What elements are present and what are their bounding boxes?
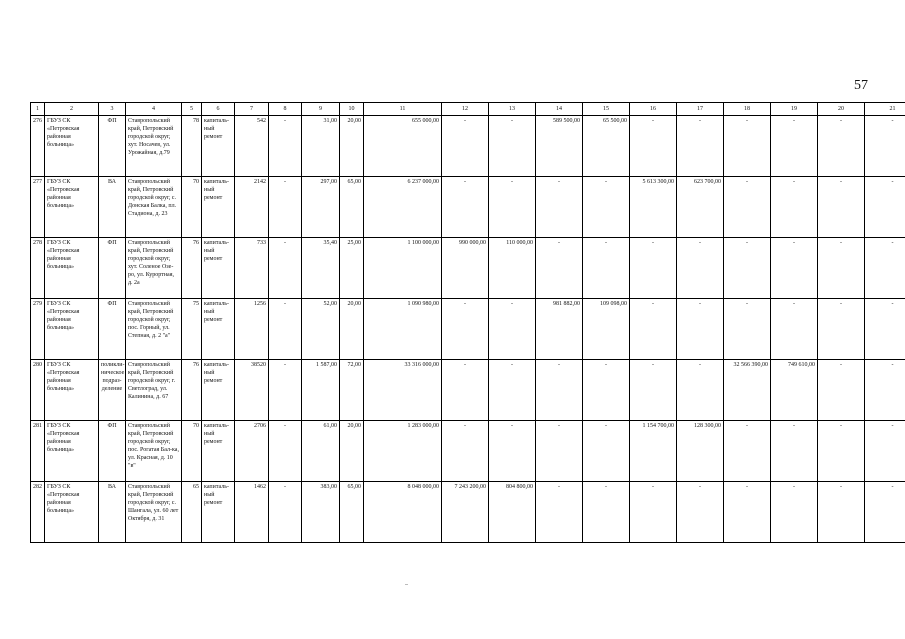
column-header: 13 [489,103,536,116]
column-header: 7 [235,103,269,116]
table-cell: 990 000,00 [442,238,489,299]
table-cell: - [771,177,818,238]
table-cell: капиталь-ный ремонт [202,299,235,360]
table-cell: - [724,238,771,299]
table-cell: - [536,238,583,299]
table-cell: 733 [235,238,269,299]
table-cell: капиталь-ный ремонт [202,177,235,238]
table-cell: капиталь-ный ремонт [202,482,235,543]
table-cell: - [771,421,818,482]
table-cell: - [269,116,302,177]
table-cell: 804 800,00 [489,482,536,543]
table-cell: - [677,116,724,177]
column-header: 5 [182,103,202,116]
table-cell: - [442,360,489,421]
table-cell: Ставропольский край, Петровский городской округ, пос. Горный, ул. Степная, д. 2 "а" [126,299,182,360]
table-cell: - [489,360,536,421]
table-cell: - [818,238,865,299]
column-header: 9 [302,103,340,116]
table-row [31,177,905,238]
table-cell: ГБУЗ СК «Петровская районная больница» [45,421,99,482]
table-row [31,360,905,421]
table-cell: - [536,360,583,421]
table-cell: - [818,177,865,238]
column-header: 4 [126,103,182,116]
table-cell: - [724,116,771,177]
column-header: 21 [865,103,905,116]
table-cell: 75 [182,299,202,360]
table-cell: ГБУЗ СК «Петровская районная больница» [45,238,99,299]
table-cell: - [630,238,677,299]
table-cell: - [536,177,583,238]
table-cell: 623 700,00 [677,177,724,238]
table-cell: Ставропольский край, Петровский городской округ, хут. Соленое Озе-ро, ул. Курортная, д. 2а [126,238,182,299]
table-cell: 65 500,00 [583,116,630,177]
table-cell: - [818,116,865,177]
column-header: 12 [442,103,489,116]
table-cell: - [771,482,818,543]
table-cell: - [630,116,677,177]
table-cell: 76 [182,360,202,421]
table-cell: - [489,421,536,482]
table-cell: ГБУЗ СК «Петровская районная больница» [45,482,99,543]
table-cell: 1 587,00 [302,360,340,421]
table-cell: 38520 [235,360,269,421]
table-cell: - [724,421,771,482]
column-header: 14 [536,103,583,116]
table-cell: 1462 [235,482,269,543]
table-cell: - [865,177,905,238]
table-cell: - [677,299,724,360]
table-cell: капиталь-ный ремонт [202,238,235,299]
table-cell: - [724,177,771,238]
table-cell: - [818,482,865,543]
table-cell: 5 613 300,00 [630,177,677,238]
page-number: 57 [854,78,868,93]
table-cell: 128 300,00 [677,421,724,482]
table-cell: 72,00 [340,360,364,421]
column-header: 6 [202,103,235,116]
table-cell: 278 [31,238,45,299]
table-cell: - [269,177,302,238]
table-cell: 31,00 [302,116,340,177]
table-cell: - [583,360,630,421]
table-row [31,116,905,177]
table-cell: ГБУЗ СК «Петровская районная больница» [45,299,99,360]
table-cell: - [630,360,677,421]
table-cell: 1 100 000,00 [364,238,442,299]
column-header: 11 [364,103,442,116]
table-cell: 32 566 390,00 [724,360,771,421]
table-cell: - [269,421,302,482]
column-header: 2 [45,103,99,116]
table-cell: - [771,299,818,360]
table-cell: 542 [235,116,269,177]
table-cell: 33 316 000,00 [364,360,442,421]
table-cell: - [677,238,724,299]
table-cell: - [677,482,724,543]
table-cell: 383,00 [302,482,340,543]
table-cell: капиталь-ный ремонт [202,360,235,421]
table-cell: 1 283 000,00 [364,421,442,482]
table-row [31,482,905,543]
table-cell: 110 000,00 [489,238,536,299]
table-cell: 281 [31,421,45,482]
table-cell: - [442,177,489,238]
table-cell: - [865,360,905,421]
table-cell: 61,00 [302,421,340,482]
column-header: 1 [31,103,45,116]
table-cell: капиталь-ный ремонт [202,421,235,482]
column-header: 19 [771,103,818,116]
table-cell: - [269,482,302,543]
table-cell: ФП [99,421,126,482]
column-header: 3 [99,103,126,116]
table-cell: 1 154 700,00 [630,421,677,482]
column-header: 16 [630,103,677,116]
table-body [31,116,905,543]
table-cell: ФП [99,299,126,360]
column-header: 15 [583,103,630,116]
table-cell: капиталь-ный ремонт [202,116,235,177]
table-cell: 20,00 [340,299,364,360]
table-cell: - [865,421,905,482]
table-cell: 76 [182,238,202,299]
table-cell: - [269,238,302,299]
table-cell: 65 [182,482,202,543]
table-cell: - [583,177,630,238]
table-cell: 8 048 000,00 [364,482,442,543]
table-cell: ГБУЗ СК «Петровская районная больница» [45,116,99,177]
table-cell: - [583,238,630,299]
table-cell: - [269,360,302,421]
scan-mark [405,584,408,585]
table-cell: - [489,177,536,238]
table-cell: ВА [99,482,126,543]
table-cell: - [630,482,677,543]
table-cell: 1256 [235,299,269,360]
table-cell: - [818,421,865,482]
table-cell: - [630,299,677,360]
table-cell: 70 [182,421,202,482]
table-cell: 20,00 [340,116,364,177]
table-cell: 65,00 [340,482,364,543]
table-cell: Ставропольский край, Петровский городской округ, хут. Носачев, ул. Урожайная, д.79 [126,116,182,177]
table-cell: ГБУЗ СК «Петровская районная больница» [45,360,99,421]
table-cell: - [269,299,302,360]
table-cell: - [865,238,905,299]
table-cell: 297,00 [302,177,340,238]
table-cell: - [536,482,583,543]
table-cell: - [818,360,865,421]
table-cell: - [583,482,630,543]
table-cell: ВА [99,177,126,238]
table-cell: 655 000,00 [364,116,442,177]
table-cell: 52,00 [302,299,340,360]
table-cell: Ставропольский край, Петровский городской округ, с. Донская Балка, пл. Стадиона, д. 23 [126,177,182,238]
table-cell: 589 500,00 [536,116,583,177]
table-cell: 6 237 000,00 [364,177,442,238]
table-cell: - [865,299,905,360]
table-cell: 282 [31,482,45,543]
column-header: 20 [818,103,865,116]
table-cell: 749 610,00 [771,360,818,421]
table-cell: - [724,299,771,360]
table-cell: 279 [31,299,45,360]
table-cell: - [771,238,818,299]
table-cell: - [865,482,905,543]
column-header: 17 [677,103,724,116]
table-cell: - [536,421,583,482]
table-cell: Ставропольский край, Петровский городской округ, пос. Рогатая Бал-ка, ул. Красная, д. 10 "в" [126,421,182,482]
table-cell: 20,00 [340,421,364,482]
table-cell: 109 098,00 [583,299,630,360]
table-cell: 78 [182,116,202,177]
header-row [31,103,905,116]
table-cell: - [724,482,771,543]
column-header: 8 [269,103,302,116]
table-cell: 280 [31,360,45,421]
table-cell: - [771,116,818,177]
table-cell: - [677,360,724,421]
table-cell: 70 [182,177,202,238]
table-cell: Ставропольский край, Петровский городской округ, с. Шангала, ул. 60 лет Октября, д. 31 [126,482,182,543]
table-cell: ФП [99,116,126,177]
table-cell: поликли-ническое подраз-деление [99,360,126,421]
table-cell: - [442,421,489,482]
column-header: 18 [724,103,771,116]
table-cell: 35,40 [302,238,340,299]
register-table [30,102,905,543]
table-cell: - [489,299,536,360]
table-row [31,421,905,482]
table-cell: - [818,299,865,360]
table-cell: 2142 [235,177,269,238]
table-cell: 981 882,00 [536,299,583,360]
table-cell: - [442,299,489,360]
table-row [31,299,905,360]
table-cell: - [442,116,489,177]
table-cell: - [583,421,630,482]
table-cell: 25,00 [340,238,364,299]
table-cell: ГБУЗ СК «Петровская районная больница» [45,177,99,238]
table-cell: - [865,116,905,177]
table-cell: 276 [31,116,45,177]
table-row [31,238,905,299]
table-cell: ФП [99,238,126,299]
table-cell: 1 090 980,00 [364,299,442,360]
column-header: 10 [340,103,364,116]
table-cell: Ставропольский край, Петровский городской округ, г. Светлоград, ул. Калинина, д. 67 [126,360,182,421]
table-cell: - [489,116,536,177]
table-cell: 277 [31,177,45,238]
table-cell: 7 243 200,00 [442,482,489,543]
table-cell: 2706 [235,421,269,482]
table-cell: 65,00 [340,177,364,238]
